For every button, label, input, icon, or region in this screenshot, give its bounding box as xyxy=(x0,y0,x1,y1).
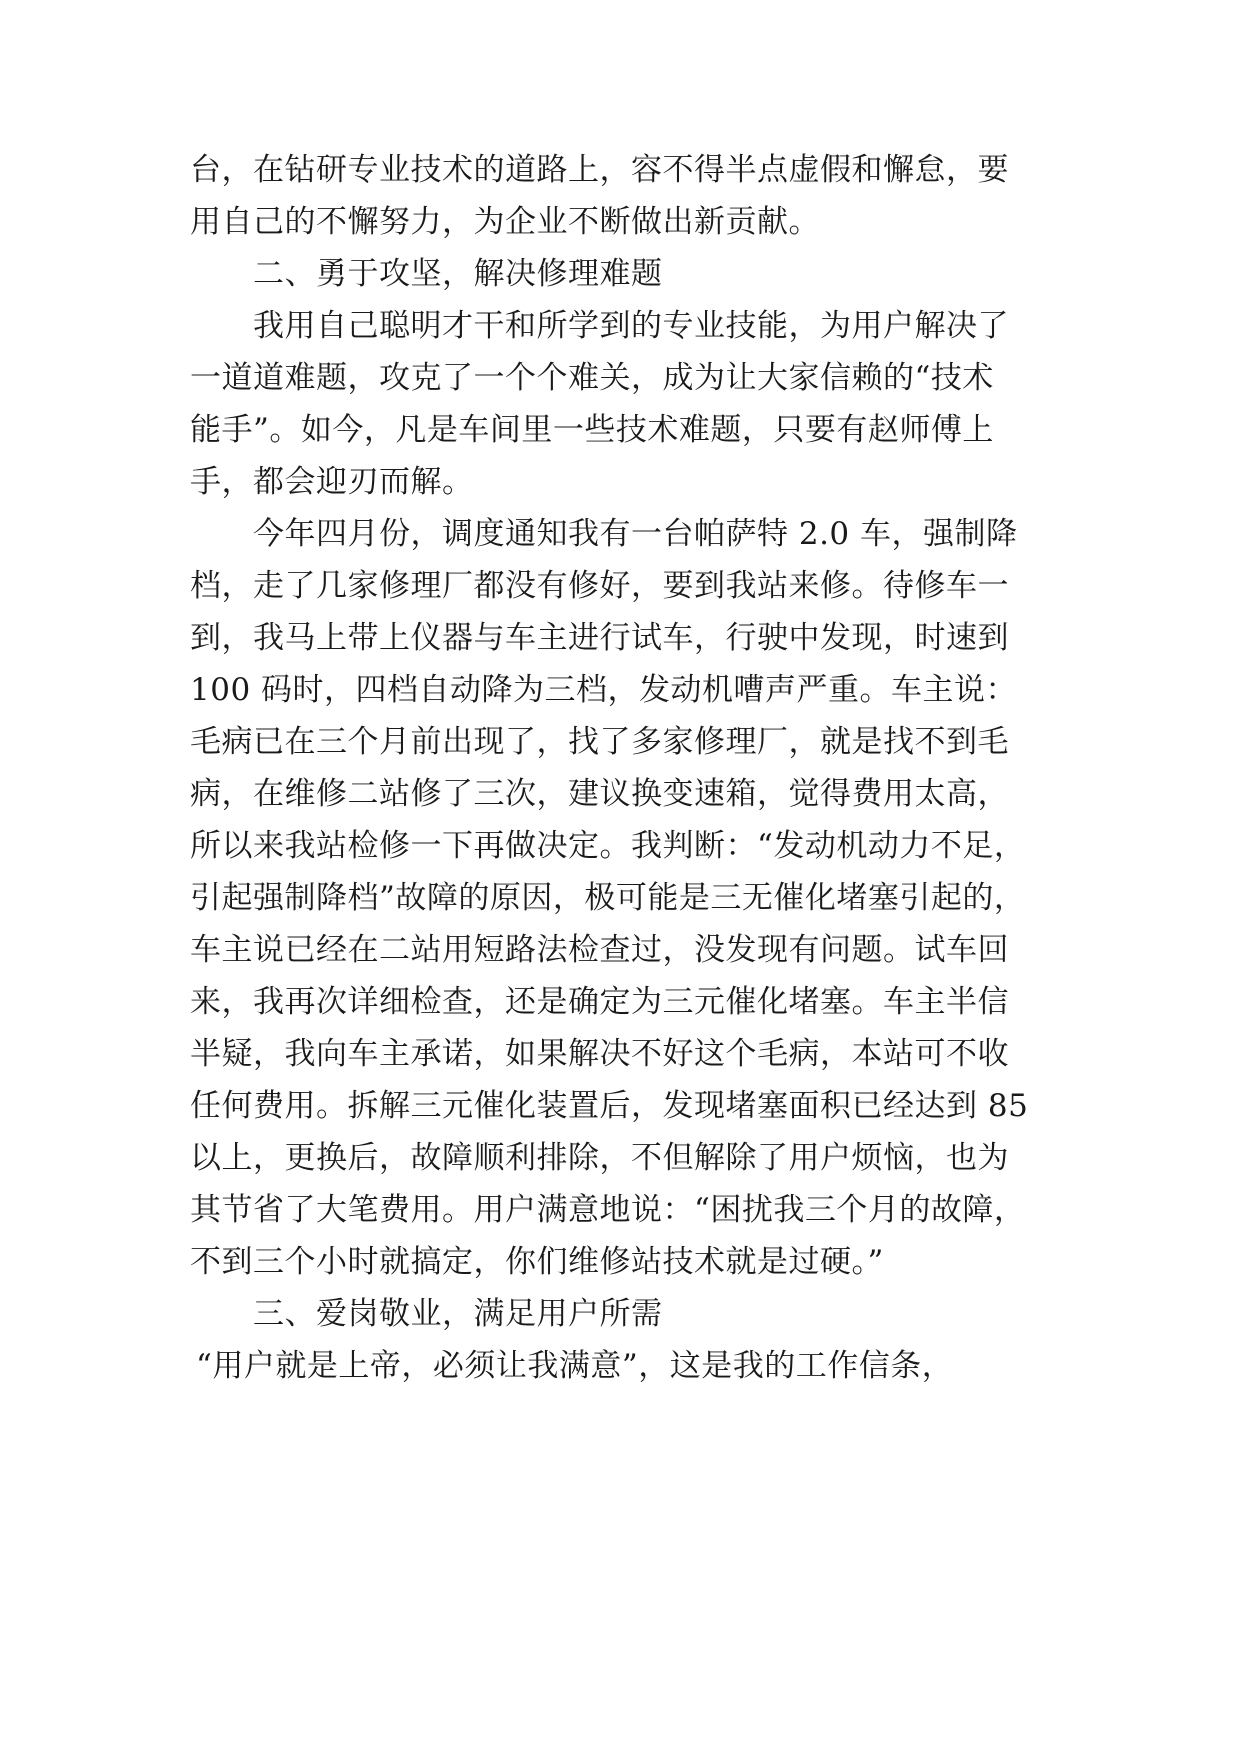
paragraph-line: 毛病已在三个月前出现了，找了多家修理厂，就是找不到毛 xyxy=(190,724,1009,760)
paragraph-line: 任何费用。拆解三元催化装置后，发现堵塞面积已经达到 85 xyxy=(190,1088,1029,1124)
paragraph-line: 100 码时，四档自动降为三档，发动机嘈声严重。车主说： xyxy=(190,672,1018,708)
paragraph-line: 其节省了大笔费用。用户满意地说：“困扰我三个月的故障， xyxy=(190,1192,1026,1228)
paragraph-line: 以上，更换后，故障顺利排除，不但解除了用户烦恼，也为 xyxy=(190,1140,1009,1176)
paragraph-line: 台，在钻研专业技术的道路上，容不得半点虚假和懈怠，要 xyxy=(190,152,1009,188)
paragraph-line: 到，我马上带上仪器与车主进行试车，行驶中发现，时速到 xyxy=(190,620,1009,656)
section-heading: 二、勇于攻坚，解决修理难题 xyxy=(253,256,663,292)
paragraph-line: 引起强制降档”故障的原因，极可能是三无催化堵塞引起的， xyxy=(190,880,1026,916)
paragraph-line: 车主说已经在二站用短路法检查过，没发现有问题。试车回 xyxy=(190,932,1009,968)
paragraph-line: 手，都会迎刃而解。 xyxy=(190,464,474,500)
paragraph-line: 半疑，我向车主承诺，如果解决不好这个毛病，本站可不收 xyxy=(190,1036,1009,1072)
paragraph-line: 用自己的不懈努力，为企业不断做出新贡献。 xyxy=(190,204,820,240)
paragraph-line: 能手”。如今，凡是车间里一些技术难题，只要有赵师傅上 xyxy=(190,412,994,448)
paragraph-line: 我用自己聪明才干和所学到的专业技能，为用户解决了 xyxy=(253,308,1009,344)
paragraph-line: 所以来我站检修一下再做决定。我判断：“发动机动力不足， xyxy=(190,828,1026,864)
paragraph-line: 今年四月份，调度通知我有一台帕萨特 2.0 车，强制降 xyxy=(253,516,1018,552)
paragraph-line: 不到三个小时就搞定，你们维修站技术就是过硬。” xyxy=(190,1244,884,1280)
paragraph-line: “用户就是上帝，必须让我满意”，这是我的工作信条， xyxy=(196,1348,954,1384)
paragraph-line: 一道道难题，攻克了一个个难关，成为让大家信赖的“技术 xyxy=(190,360,994,396)
paragraph-line: 档，走了几家修理厂都没有修好，要到我站来修。待修车一 xyxy=(190,568,1009,604)
paragraph-line: 来，我再次详细检查，还是确定为三元催化堵塞。车主半信 xyxy=(190,984,1009,1020)
paragraph-line: 病，在维修二站修了三次，建议换变速箱，觉得费用太高， xyxy=(190,776,1009,812)
section-heading: 三、爱岗敬业，满足用户所需 xyxy=(253,1296,663,1332)
